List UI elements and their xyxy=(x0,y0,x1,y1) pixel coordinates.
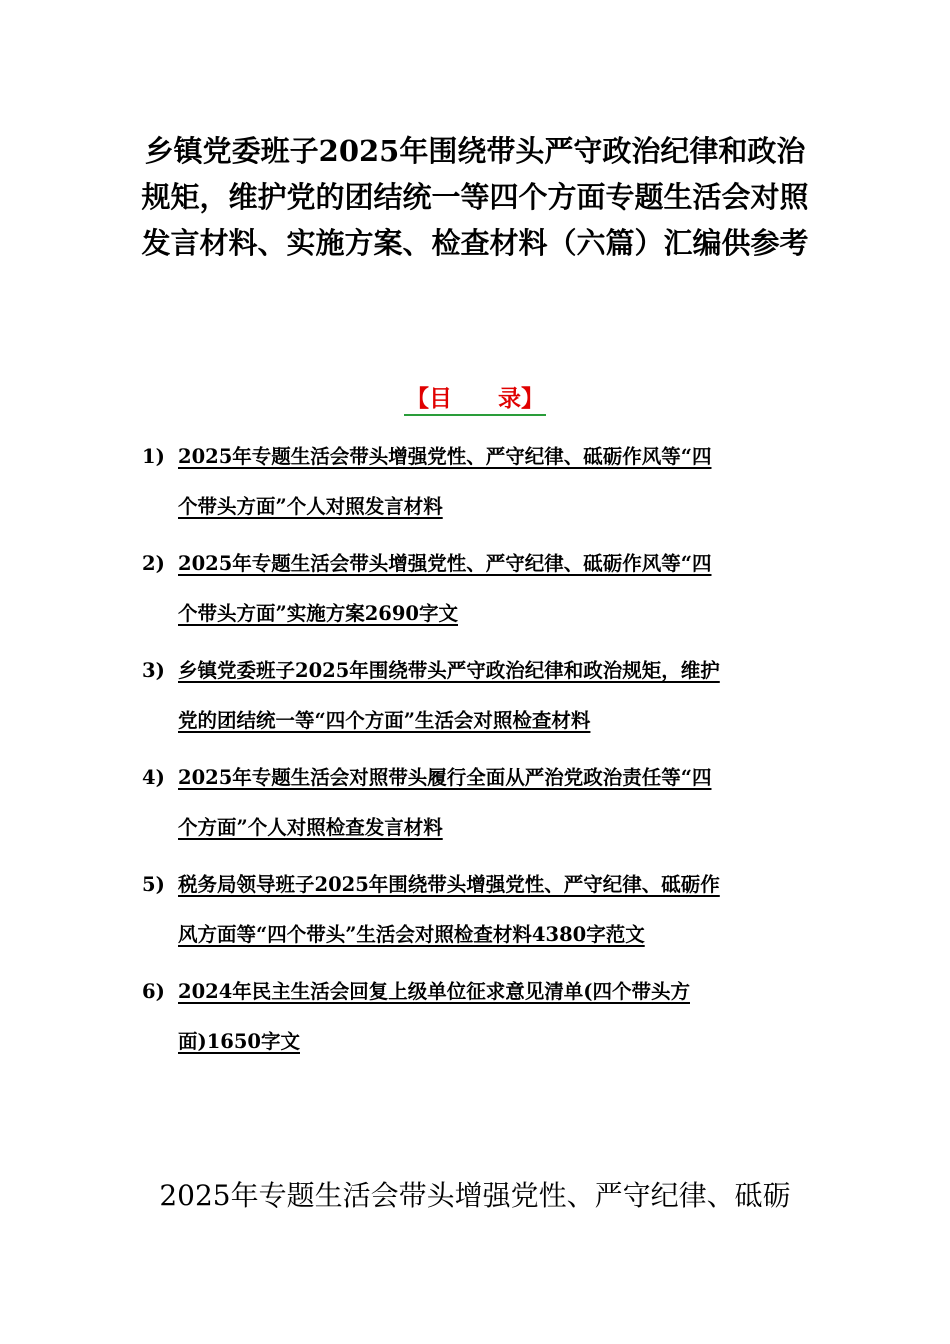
toc-item-5[interactable] xyxy=(142,860,802,960)
toc-item-1[interactable] xyxy=(142,432,802,532)
toc-item-link-line[interactable]: 2024年民主生活会回复上级单位征求意见清单(四个带头方 xyxy=(178,980,690,1003)
title-line: 规矩，维护党的团结统一等四个方面专题生活会对照 xyxy=(141,180,809,214)
toc-item-link-line[interactable]: 个带头方面”个人对照发言材料 xyxy=(178,495,443,518)
toc-item-link-line[interactable]: 党的团结统一等“四个方面”生活会对照检查材料 xyxy=(178,709,591,732)
toc-item-number: 4) xyxy=(142,766,165,789)
toc-item-link-line[interactable]: 风方面等“四个带头”生活会对照检查材料4380字范文 xyxy=(178,923,645,946)
toc-item-number: 3) xyxy=(142,659,165,682)
toc-item-number: 1) xyxy=(142,445,165,468)
toc-item-number: 2) xyxy=(142,552,165,575)
title-line: 乡镇党委班子2025年围绕带头严守政治纪律和政治 xyxy=(144,134,806,168)
toc-item-link-line[interactable]: 2025年专题生活会对照带头履行全面从严治党政治责任等“四 xyxy=(178,766,712,789)
title-line: 发言材料、实施方案、检查材料（六篇）汇编供参考 xyxy=(141,226,809,260)
toc-item-4[interactable] xyxy=(142,753,802,853)
document-title xyxy=(110,128,840,266)
toc-item-6[interactable] xyxy=(142,967,802,1067)
toc-heading-text: 【目 录】 xyxy=(404,384,546,416)
toc-item-link-line[interactable]: 面)1650字文 xyxy=(178,1030,300,1053)
toc-item-link-line[interactable]: 个带头方面”实施方案2690字文 xyxy=(178,602,458,625)
section-heading: 2025年专题生活会带头增强党性、严守纪律、砥砺 xyxy=(159,1179,791,1212)
toc-item-link-line[interactable]: 税务局领导班子2025年围绕带头增强党性、严守纪律、砥砺作 xyxy=(178,873,720,896)
toc-item-number: 5) xyxy=(142,873,165,896)
toc-item-link-line[interactable]: 乡镇党委班子2025年围绕带头严守政治纪律和政治规矩，维护 xyxy=(178,659,720,682)
toc-heading xyxy=(0,382,950,416)
toc-item-link-line[interactable]: 2025年专题生活会带头增强党性、严守纪律、砥砺作风等“四 xyxy=(178,552,712,575)
toc-item-number: 6) xyxy=(142,980,165,1003)
toc-item-link-line[interactable]: 个方面”个人对照检查发言材料 xyxy=(178,816,443,839)
toc-item-3[interactable] xyxy=(142,646,802,746)
toc-item-link-line[interactable]: 2025年专题生活会带头增强党性、严守纪律、砥砺作风等“四 xyxy=(178,445,712,468)
toc-item-2[interactable] xyxy=(142,539,802,639)
table-of-contents xyxy=(142,432,802,1074)
